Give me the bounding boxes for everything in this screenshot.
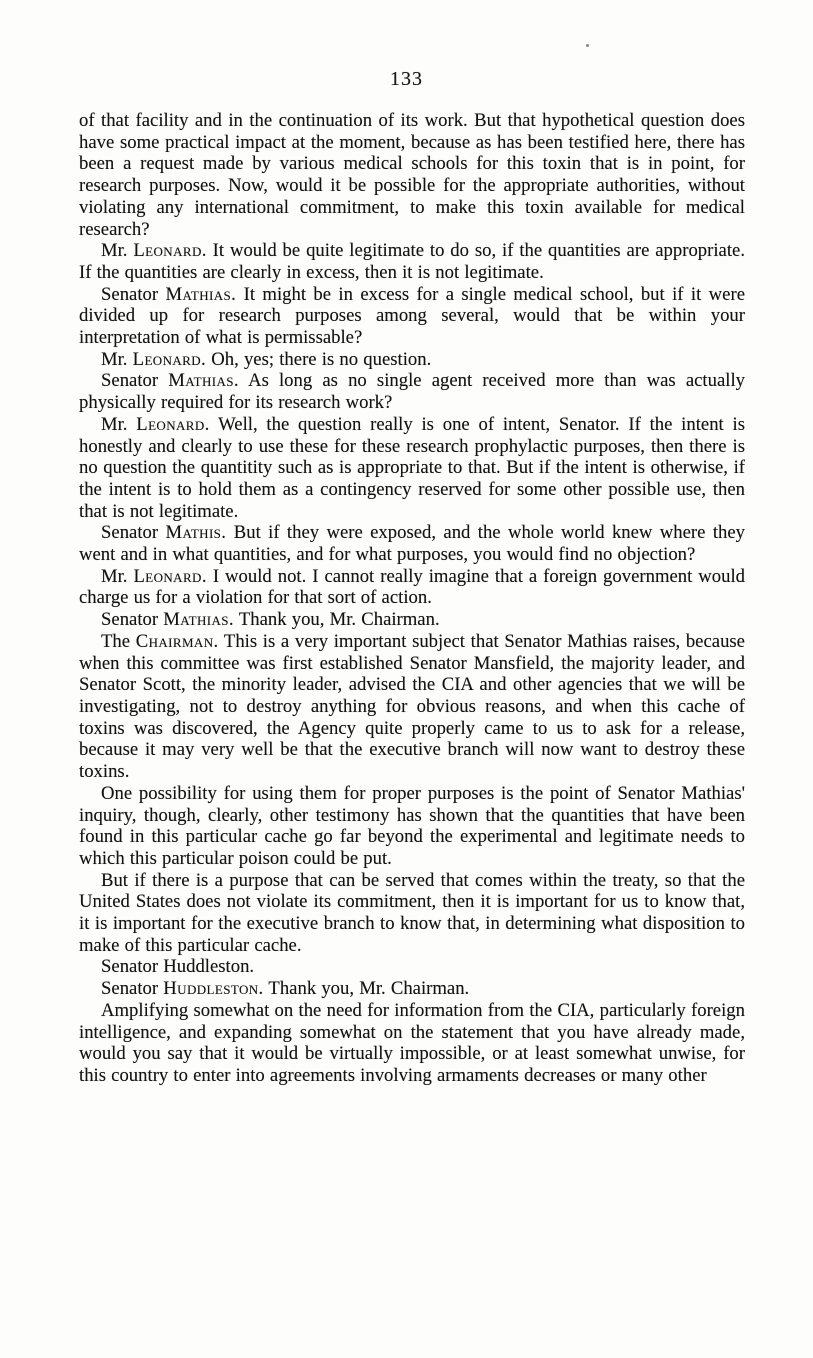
speaker-name: Leonard. <box>133 565 207 587</box>
scan-speck <box>586 44 589 47</box>
speaker-name: Huddleston. <box>163 978 264 1000</box>
speaker-name: Chairman. <box>135 630 219 652</box>
paragraph: Senator Huddleston. <box>101 956 255 978</box>
paragraph: One possibility for using them for proper purposes is the point of Senator Mathias' inquiry, though, clearly, other testimony has shown that the quantities that have been found in this particular cache go far beyond the experimental and legitimate needs to which this particular poison could be put. <box>79 782 745 869</box>
paragraph: of that facility and in the continuation of its work. But that hypothetical question does have some practical impact at the moment, because as has been testified here, there has been a request made by various medical schools for this toxin that is in point, for research purposes. Now, would it be possible for the appropriate authorities, without violating any international commitment, to make this toxin available for medical research? <box>79 110 745 240</box>
speaker-name: Leonard. <box>132 348 207 370</box>
paragraph: Amplifying somewhat on the need for information from the CIA, particularly foreign intelligence, and expanding somewhat on the statement that you have already made, would you say that it would be virtually impossible, or at least somewhat unwise, for this country to enter into agreements involving armaments decreases or many other <box>79 999 745 1086</box>
paragraph: Mr. Leonard. Oh, yes; there is no question. <box>101 348 432 370</box>
paragraph: Mr. Leonard. Well, the question really is one of intent, Senator. If the intent is honestly and clearly to use these for these research prophylactic purposes, then there is no question the quantitity such as is appropriate to that. But if the intent is otherwise, if the intent is to hold them as a contingency reserved for some other possible use, then that is not legitimate. <box>79 413 745 522</box>
paragraph: Senator Huddleston. Thank you, Mr. Chairman. <box>101 978 470 1000</box>
paragraph: Mr. Leonard. I would not. I cannot really imagine that a foreign government would charge us for a violation for that sort of action. <box>79 565 745 609</box>
paragraph: Senator Mathis. But if they were exposed, and the whole world knew where they went and in what quantities, and for what purposes, you would find no objection? <box>79 522 745 566</box>
text-block <box>79 110 745 1087</box>
speaker-name: Mathias. <box>168 370 239 392</box>
page-number: 133 <box>390 68 423 90</box>
speaker-name: Mathis. <box>165 522 227 544</box>
paragraph: Senator Mathias. It might be in excess for a single medical school, but if it were divided up for research purposes among several, would that be within your interpretation of what is permissable? <box>79 283 745 349</box>
paragraph: Senator Mathias. As long as no single agent received more than was actually physically required for its research work? <box>79 370 745 414</box>
paragraph: Mr. Leonard. It would be quite legitimate to do so, if the quantities are appropriate. If the quantities are clearly in excess, then it is not legitimate. <box>79 240 745 283</box>
speaker-name: Leonard. <box>133 240 207 262</box>
speaker-name: Leonard. <box>136 413 210 435</box>
paragraph: Senator Mathias. Thank you, Mr. Chairman. <box>101 609 440 631</box>
speaker-name: Mathias. <box>163 609 234 631</box>
paragraph: But if there is a purpose that can be served that comes within the treaty, so that the United States does not violate its commitment, then it is important for us to know that, it is important for the executive branch to know that, in determining what disposition to make of this particular cache. <box>79 869 745 956</box>
paragraph: The Chairman. This is a very important subject that Senator Mathias raises, because when this committee was first established Senator Mansfield, the majority leader, and Senator Scott, the minority leader, advised the CIA and other agencies that we will be investigating, not to destroy anything for obvious reasons, and when this cache of toxins was discovered, the Agency quite properly came to us to ask for a release, because it may very well be that the executive branch will now want to destroy these toxins. <box>79 630 745 783</box>
speaker-name: Mathias. <box>165 283 237 305</box>
